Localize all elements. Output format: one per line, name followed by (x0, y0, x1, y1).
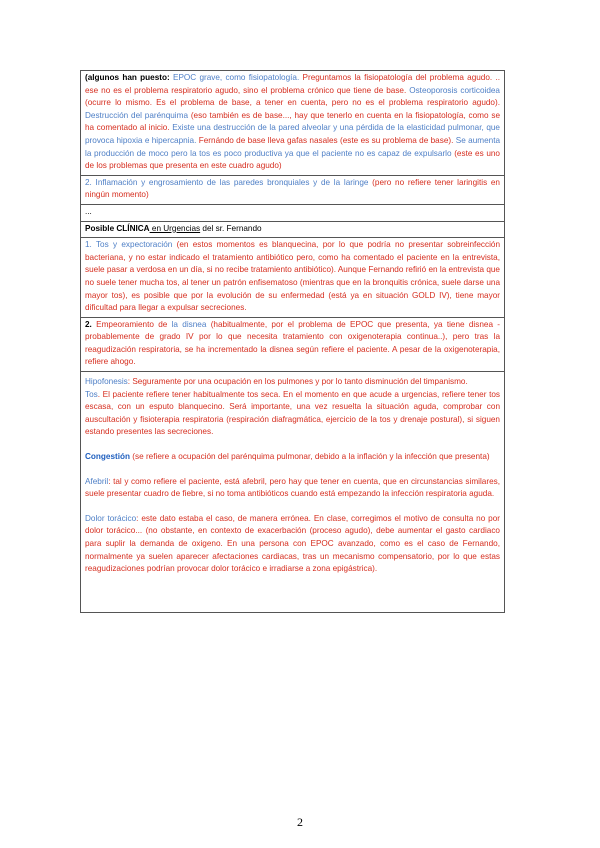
row-tos-expectoracion: 1. Tos y expectoración (en estos momentos es blanquecina, por lo que podría no presentar sobreinfección bacteriana, y no estar indicado el tratamiento antibiótico pero, como ha comentado el paciente en la entrevista, suele pasar a verdosa en un día, si no recibe tratamiento antibiótico). Aunque Fernando refirió en la entrevista que no suele tener mucha tos, al tener un patrón enfisematoso (mientras que en la bronquitis crónica, suele darse una mayor tos), es posible que por la evolución de su enfermedad (está ya en situación GOLD IV), tiene mayor dificultad para llegar a expulsar secreciones. (80, 237, 505, 317)
tos-paragraph: Tos. El paciente refiere tener habitualmente tos seca. En el momento en que acude a urgencias, refiere tener tos escasa, con un esputo blanquecino. Será importante, una vez resuelta la situación aguda, comprobar con auscultación y fisioterapia respiratoria (respiración diafragmática, ejercicio de la tos y drenaje postural), si siguen estando presentes las secreciones. (85, 389, 500, 437)
page-number: 2 (297, 815, 303, 829)
row-signos (80, 371, 505, 613)
row-ellipsis: ... (80, 204, 505, 221)
row-inflamacion: 2. Inflamación y engrosamiento de las paredes bronquiales y de la laringe (pero no refiere tener laringitis en ningún momento) (80, 175, 505, 204)
notes-table (80, 70, 505, 613)
dolor-toracico-paragraph: Dolor torácico: este dato estaba el caso, de manera errónea. En clase, corregimos el motivo de consulta no por dolor torácico... (no obstante, en contexto de exacerbación (proceso agudo), debe aumentar el gasto cardiaco para suplir la demanda de oxigeno. En una persona con EPOC avanzado, como es el caso de Fernando, normalmente ya suelen aparecer afectaciones cardiacas, tras un mecanismo compensatorio, por lo que estas reagudizaciones podrían provocar dolor torácico e irradiarse a zona epigástrica). (85, 513, 500, 574)
row-section-header: Posible CLÍNICA en Urgencias del sr. Fernando (80, 221, 505, 238)
row-fisiopatologia: (algunos han puesto: EPOC grave, como fisiopatología. Preguntamos la fisiopatología del problema agudo. .. ese no es el problema respiratorio agudo, sino el problema crónico que tiene de base. Osteoporosis corticoidea (ocurre lo mismo. Es el problema de base, a tener en cuenta, pero no es el problema respiratorio agudo). Destrucción del parénquima (eso también es de base..., hay que tenerlo en cuenta en la fisiopatología, como se ha comentado al inicio. Existe una destrucción de la pared alveolar y una pérdida de la elasticidad pulmonar, que provoca hipoxia e hipercapnia. Fernándo de base lleva gafas nasales (este es su problema de base). Se aumenta la producción de moco pero la tos es poco productiva ya que el paciente no es capaz de expulsarlo (este es uno de los problemas que presenta en este cuadro agudo) (80, 70, 505, 175)
row-disnea: 2. Empeoramiento de la disnea (habitualmente, por el problema de EPOC que presenta, ya tiene disnea -probablemente de grado IV por lo que necesita tratamiento con oxigenoterapia continua..), pero tras la reagudización respiratoria, se ha incrementado la disnea según refiere el paciente. A pesar de la oxigenoterapia, refiere ahogo. (80, 317, 505, 371)
afebril-paragraph: Afebril: tal y como refiere el paciente, está afebril, pero hay que tener en cuenta, que en circunstancias similares, suele presentar cuadro de fiebre, si no toma antibióticos cuando está empezando la infección respiratoria aguda. (85, 476, 500, 499)
hipofonesis-paragraph: Hipofonesis: Seguramente por una ocupación en los pulmones y por lo tanto disminución del timpanismo. (85, 377, 468, 387)
congestion-paragraph: Congestión (se refiere a ocupación del parénquima pulmonar, debido a la inflación y la infección que presenta) (85, 452, 490, 462)
